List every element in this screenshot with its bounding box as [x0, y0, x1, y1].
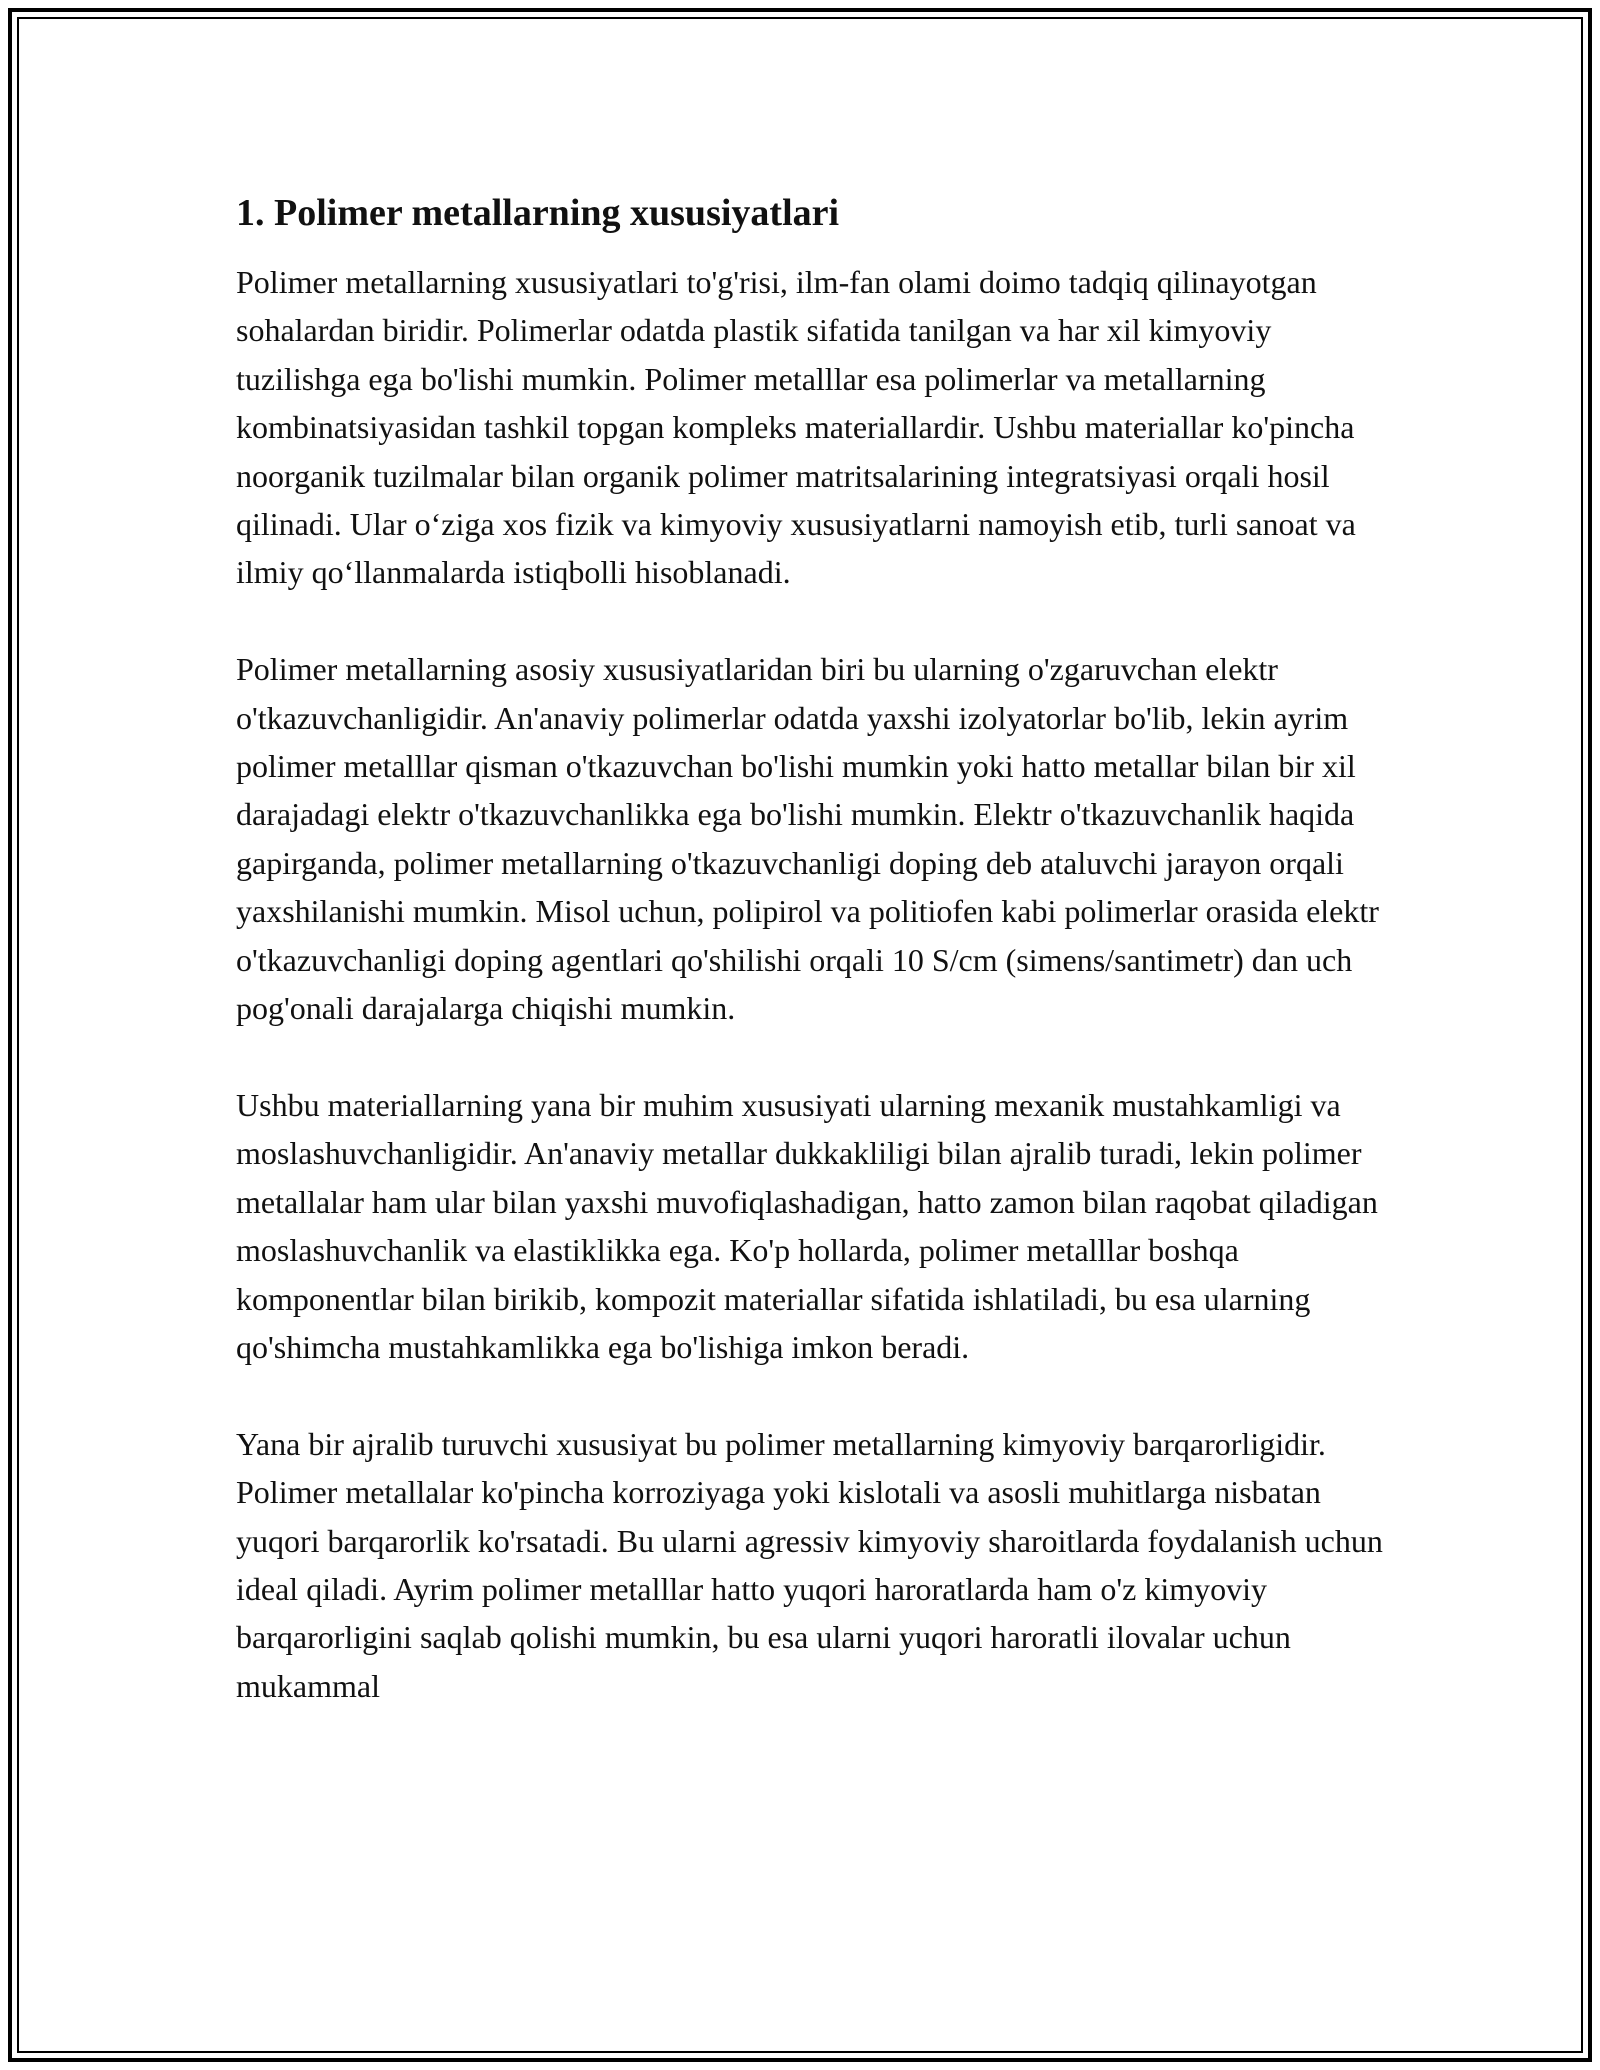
- section-heading: 1. Polimer metallarning xususiyatlari: [236, 192, 840, 234]
- paragraph-2: Polimer metallarning asosiy xususiyatlaridan biri bu ularning o'zgaruvchan elektr o'tkazuvchanligidir. An'anaviy polimerlar odatda yaxshi izolyatorlar bo'lib, lekin ayrim polimer metalllar qisman o'tkazuvchan bo'lishi mumkin yoki hatto metallar bilan bir xil darajadagi elektr o'tkazuvchanlikka ega bo'lishi mumkin. Elektr o'tkazuvchanlik haqida gapirganda, polimer metallarning o'tkazuvchanligi doping deb ataluvchi jarayon orqali yaxshilanishi mumkin. Misol uchun, polipirol va politiofen kabi polimerlar orasida elektr o'tkazuvchanligi doping agentlari qo'shilishi orqali 10 S/cm (simens/santimetr) dan uch pog'onali darajalarga chiqishi mumkin.: [236, 651, 1379, 1027]
- document-body: [236, 188, 1386, 1759]
- paragraph-3: Ushbu materiallarning yana bir muhim xususiyati ularning mexanik mustahkamligi va moslashuvchanligidir. An'anaviy metallar dukkakliligi bilan ajralib turadi, lekin polimer metallalar ham ular bilan yaxshi muvofiqlashadigan, hatto zamon bilan raqobat qiladigan moslashuvchanlik va elastiklikka ega. Ko'p hollarda, polimer metalllar boshqa komponentlar bilan birikib, kompozit materiallar sifatida ishlatiladi, bu esa ularning qo'shimcha mustahkamlikka ega bo'lishiga imkon beradi.: [236, 1086, 1378, 1365]
- paragraph-1: Polimer metallarning xususiyatlari to'g'risi, ilm-fan olami doimo tadqiq qilinayotgan sohalardan biridir. Polimerlar odatda plastik sifatida tanilgan va har xil kimyoviy tuzilishga ega bo'lishi mumkin. Polimer metalllar esa polimerlar va metallarning kombinatsiyasidan tashkil topgan kompleks materiallardir. Ushbu materiallar ko'pincha noorganik tuzilmalar bilan organik polimer matritsalarining integratsiyasi orqali hosil qilinadi. Ular o‘ziga xos fizik va kimyoviy xususiyatlarni namoyish etib, turli sanoat va ilmiy qo‘llanmalarda istiqbolli hisoblanadi.: [236, 264, 1356, 591]
- paragraph-4: Yana bir ajralib turuvchi xususiyat bu polimer metallarning kimyoviy barqarorligidir. Polimer metallalar ko'pincha korroziyaga yoki kislotali va asosli muhitlarga nisbatan yuqori barqarorlik ko'rsatadi. Bu ularni agressiv kimyoviy sharoitlarda foydalanish uchun ideal qiladi. Ayrim polimer metalllar hatto yuqori haroratlarda ham o'z kimyoviy barqarorligini saqlab qolishi mumkin, bu esa ularni yuqori haroratli ilovalar uchun mukammal: [236, 1425, 1383, 1704]
